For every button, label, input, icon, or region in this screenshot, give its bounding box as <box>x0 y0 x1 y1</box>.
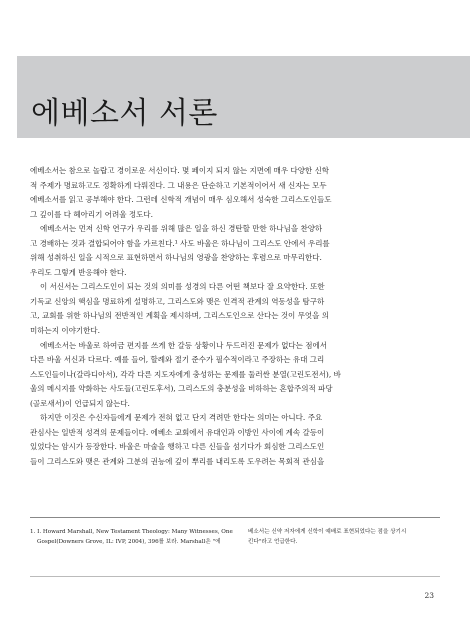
text-line: 우리도 그렇게 반응해야 한다. <box>30 267 127 277</box>
text-line: 있었다는 암시가 등장한다. 바울은 마술을 행하고 다른 신들을 섬기다가 회심한 그리스도인 <box>30 442 325 452</box>
body-text <box>30 164 440 469</box>
text-line: Gospel(Downers Grove, IL: IVP, 2004), 396를 보라. Marshall은 "에 <box>37 539 221 545</box>
text-line: 다른 바울 서신과 다르다. 예를 들어, 할례와 절기 준수가 필수적이라고 주장하는 유대 그리 <box>30 355 325 365</box>
text-line: 에베소서는 참으로 놀랍고 경이로운 서신이다. 몇 페이지 되지 않는 지면에 매우 다양한 신학 <box>30 166 330 175</box>
text-line: 고, 교회를 위한 하나님의 전반적인 계획을 제시하며, 그리스도인으로 산다는 것이 무엇을 의 <box>30 311 330 321</box>
text-line: 관심사는 일반적 성격의 문제들이다. 에베소 교회에서 유대인과 이방인 사이에 계속 갈등이 <box>30 427 325 437</box>
text-line: 킨다"라고 언급한다. <box>248 539 298 545</box>
text-line: 울의 메시지를 약화하는 사도들(고린도후서), 그리스도의 충분성을 비하하는 혼합주의적 파당 <box>30 384 333 394</box>
text-line: 들이 그리스도와 맺은 관계와 그분의 권능에 깊이 뿌리를 내리도록 도우려는 목회적 관심을 <box>30 456 325 466</box>
page-number: 23 <box>424 591 434 600</box>
text-line: 미하는지 이야기한다. <box>30 326 100 336</box>
text-line: 적 주제가 명료하고도 정확하게 다뤄진다. 그 내용은 단순하고 기본적이어서 새 신자는 모두 <box>30 180 327 190</box>
text-line: 스도인들이나(갈라디아서), 각각 다른 지도자에게 충성하는 문제를 둘러싼 분열(고린도전서), 바 <box>30 369 341 379</box>
text-line: 이 서신서는 그리스도인이 되는 것의 의미를 성경의 다른 어떤 책보다 잘 요약한다. 또한 <box>40 282 325 292</box>
footnote-divider <box>30 517 440 518</box>
text-line: 에베소서는 바울로 하여금 편지를 쓰게 한 갈등 상황이나 두드러진 문제가 없다는 점에서 <box>40 340 328 350</box>
chapter-title-band <box>17 56 470 138</box>
text-line: 베소서는 신약 저자에게 신학이 예배로 표현되었다는 점을 상기시 <box>248 529 407 535</box>
text-line: 하지만 이것은 수신자들에게 문제가 전혀 없고 단지 격려만 한다는 의미는 아니다. 주요 <box>40 413 323 423</box>
text-line: 위해 성취하신 일을 시적으로 표현하면서 하나님의 영광을 찬양하는 후렴으로 마무리한다. <box>30 253 322 263</box>
text-line: 고 경배하는 것과 결합되어야 함을 가르친다.¹ 사도 바울은 하나님이 그리스도 안에서 우리를 <box>30 238 330 248</box>
text-line: (골로새서)이 언급되지 않는다. <box>30 398 130 408</box>
text-line: 기독교 신앙의 핵심을 명료하게 설명하고, 그리스도와 맺은 인격적 관계의 역동성을 탐구하 <box>30 296 325 306</box>
text-line: 그 깊이를 다 헤아리기 어려울 정도다. <box>30 209 153 219</box>
page-bottom-rule <box>30 576 440 577</box>
text-line: 에베소서는 먼저 신학 연구가 우리를 위해 많은 일을 하신 경탄할 만한 하나님을 찬양하 <box>40 224 323 234</box>
chapter-title: 에베소서 서론 <box>31 96 218 131</box>
text-line: 에베소서를 읽고 공부해야 한다. 그런데 신학적 개념이 매우 심오해서 성숙한 그리스도인들도 <box>30 195 332 205</box>
footnote-right-column <box>248 527 443 547</box>
text-line: 1. I. Howard Marshall, New Testament Theology: Many Witnesses, One <box>30 529 233 535</box>
footnote-left-column <box>30 527 235 547</box>
